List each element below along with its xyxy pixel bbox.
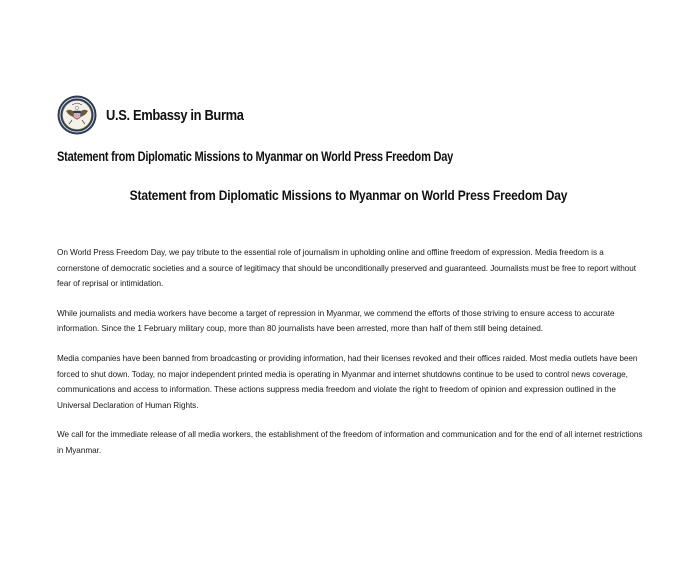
document-title-wrapper — [0, 187, 696, 203]
paragraph-4: We call for the immediate release of all media workers, the establishment of the freedom of information and communication and for the end of all internet restrictions in Myanmar. — [57, 430, 643, 455]
embassy-name: U.S. Embassy in Burma — [106, 106, 244, 124]
statement-body — [57, 245, 647, 473]
document-title: Statement from Diplomatic Missions to Myanmar on World Press Freedom Day — [129, 187, 567, 203]
embassy-seal-icon — [57, 95, 97, 135]
page-subtitle: Statement from Diplomatic Missions to Myanmar on World Press Freedom Day — [57, 149, 454, 164]
embassy-header — [57, 94, 266, 136]
paragraph-2: While journalists and media workers have become a target of repression in Myanmar, we commend the efforts of those striving to ensure access to accurate information. Since the 1 February military coup, more than 80 journalists have been arrested, more than half of them still being detained. — [57, 308, 615, 334]
paragraph-1: On World Press Freedom Day, we pay tribute to the essential role of journalism in upholding online and offline freedom of expression. Media freedom is a cornerstone of democratic societies and a source of legitimacy that should be unconditionally preserved and guaranteed. Journalists must be free to report without fear of reprisal or intimidation. — [57, 248, 637, 289]
paragraph-3: Media companies have been banned from broadcasting or providing information, had their licenses revoked and their offices raided. Most media outlets have been forced to shut down. Today, no major independent printed media is operating in Myanmar and internet shutdowns continue to be used to control news coverage, communications and access to information. These actions suppress media freedom and violate the right to freedom of opinion and expression outlined in the Universal Declaration of Human Rights. — [57, 353, 638, 410]
